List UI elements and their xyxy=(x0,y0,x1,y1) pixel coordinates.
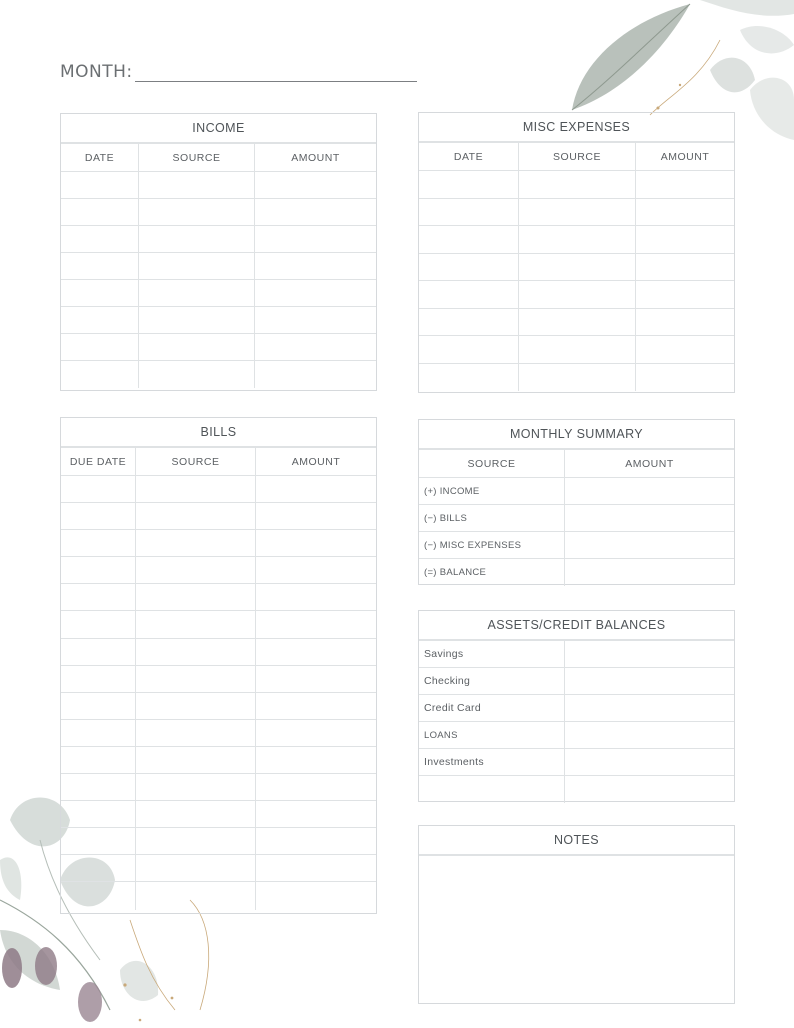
income-source-cell[interactable] xyxy=(139,172,255,198)
misc-date-cell[interactable] xyxy=(419,254,519,281)
bills-row xyxy=(61,611,376,638)
assets-label-savings: Savings xyxy=(419,641,565,667)
bills-amount-cell[interactable] xyxy=(256,747,376,773)
misc-source-cell[interactable] xyxy=(519,171,636,198)
summary-row-income xyxy=(419,478,734,505)
income-amount-cell[interactable] xyxy=(255,280,376,306)
bills-col-due-date: DUE DATE xyxy=(61,448,136,475)
misc-date-cell[interactable] xyxy=(419,309,519,336)
month-input-line[interactable] xyxy=(135,62,417,82)
misc-source-cell[interactable] xyxy=(519,309,636,336)
bills-source-cell[interactable] xyxy=(136,639,256,665)
bills-row xyxy=(61,530,376,557)
misc-amount-cell[interactable] xyxy=(636,254,734,281)
bills-row xyxy=(61,476,376,503)
income-date-cell[interactable] xyxy=(61,280,139,306)
bills-source-cell[interactable] xyxy=(136,855,256,881)
bills-due-date-cell[interactable] xyxy=(61,611,136,637)
bills-source-cell[interactable] xyxy=(136,584,256,610)
bills-source-cell[interactable] xyxy=(136,801,256,827)
income-amount-cell[interactable] xyxy=(255,226,376,252)
bills-row xyxy=(61,503,376,530)
summary-row-misc xyxy=(419,532,734,559)
misc-row xyxy=(419,226,734,254)
income-row xyxy=(61,334,376,361)
assets-label-blank[interactable] xyxy=(419,776,565,803)
bills-due-date-cell[interactable] xyxy=(61,882,136,909)
bills-due-date-cell[interactable] xyxy=(61,530,136,556)
bills-source-cell[interactable] xyxy=(136,828,256,854)
income-amount-cell[interactable] xyxy=(255,361,376,388)
misc-date-cell[interactable] xyxy=(419,364,519,392)
bills-due-date-cell[interactable] xyxy=(61,693,136,719)
misc-source-cell[interactable] xyxy=(519,364,636,392)
month-label: MONTH: xyxy=(60,62,133,82)
monthly-summary-table xyxy=(418,419,735,585)
income-title: INCOME xyxy=(61,114,376,144)
bills-amount-cell[interactable] xyxy=(256,774,376,800)
bills-source-cell[interactable] xyxy=(136,747,256,773)
assets-row-credit-card xyxy=(419,695,734,722)
misc-col-amount: AMOUNT xyxy=(660,150,710,163)
misc-source-cell[interactable] xyxy=(519,254,636,281)
bills-row xyxy=(61,639,376,666)
bills-row xyxy=(61,801,376,828)
income-row xyxy=(61,172,376,199)
bills-due-date-cell[interactable] xyxy=(61,557,136,583)
bills-due-date-cell[interactable] xyxy=(61,666,136,692)
income-source-cell[interactable] xyxy=(139,253,255,279)
misc-amount-cell[interactable] xyxy=(636,171,734,198)
bills-amount-cell[interactable] xyxy=(256,855,376,881)
income-col-date: DATE xyxy=(61,144,139,171)
misc-row xyxy=(419,309,734,337)
bills-amount-cell[interactable] xyxy=(256,530,376,556)
misc-date-cell[interactable] xyxy=(419,336,519,363)
misc-amount-cell[interactable] xyxy=(636,226,734,253)
income-source-cell[interactable] xyxy=(139,226,255,252)
assets-label-loans: LOANS xyxy=(419,722,565,748)
income-col-amount: AMOUNT xyxy=(291,151,340,164)
bills-row xyxy=(61,693,376,720)
misc-source-cell[interactable] xyxy=(519,336,636,363)
bills-source-cell[interactable] xyxy=(136,611,256,637)
assets-value-credit-card[interactable] xyxy=(565,695,734,721)
bills-amount-cell[interactable] xyxy=(256,720,376,746)
misc-date-cell[interactable] xyxy=(419,199,519,226)
bills-amount-cell[interactable] xyxy=(256,584,376,610)
bills-table xyxy=(60,417,377,914)
misc-source-cell[interactable] xyxy=(519,281,636,308)
month-header xyxy=(60,56,420,82)
summary-label-balance: (=) BALANCE xyxy=(419,559,565,586)
assets-row-savings xyxy=(419,641,734,668)
income-row xyxy=(61,361,376,388)
bills-header-row xyxy=(61,448,376,476)
assets-row-loans xyxy=(419,722,734,749)
bills-row xyxy=(61,747,376,774)
misc-row xyxy=(419,254,734,282)
bills-source-cell[interactable] xyxy=(136,557,256,583)
assets-value-blank[interactable] xyxy=(565,776,734,803)
assets-value-loans[interactable] xyxy=(565,722,734,748)
summary-amount-bills[interactable] xyxy=(565,505,734,531)
income-source-cell[interactable] xyxy=(139,199,255,225)
summary-row-balance xyxy=(419,559,734,586)
misc-source-cell[interactable] xyxy=(519,199,636,226)
bills-source-cell[interactable] xyxy=(136,503,256,529)
assets-label-checking: Checking xyxy=(419,668,565,694)
misc-expenses-table xyxy=(418,112,735,393)
bills-row xyxy=(61,557,376,584)
assets-row-blank xyxy=(419,776,734,803)
assets-label-investments: Investments xyxy=(419,749,565,775)
misc-date-cell[interactable] xyxy=(419,281,519,308)
bills-col-source: SOURCE xyxy=(136,448,256,475)
bills-due-date-cell[interactable] xyxy=(61,774,136,800)
bills-source-cell[interactable] xyxy=(136,774,256,800)
misc-row xyxy=(419,199,734,227)
misc-row xyxy=(419,281,734,309)
assets-row-checking xyxy=(419,668,734,695)
income-date-cell[interactable] xyxy=(61,226,139,252)
misc-amount-cell[interactable] xyxy=(636,281,734,308)
assets-value-savings[interactable] xyxy=(565,641,734,667)
assets-value-checking[interactable] xyxy=(565,668,734,694)
bills-source-cell[interactable] xyxy=(136,530,256,556)
income-amount-cell[interactable] xyxy=(255,307,376,333)
bills-due-date-cell[interactable] xyxy=(61,828,136,854)
summary-amount-balance[interactable] xyxy=(565,559,734,586)
assets-value-investments[interactable] xyxy=(565,749,734,775)
summary-col-amount: AMOUNT xyxy=(625,457,674,470)
income-amount-cell[interactable] xyxy=(255,253,376,279)
income-row xyxy=(61,280,376,307)
income-row xyxy=(61,226,376,253)
misc-header-row xyxy=(419,143,734,171)
misc-amount-cell[interactable] xyxy=(636,309,734,336)
summary-amount-misc[interactable] xyxy=(565,532,734,558)
assets-credit-table xyxy=(418,610,735,802)
income-row xyxy=(61,199,376,226)
summary-header-row xyxy=(419,450,734,478)
misc-date-cell[interactable] xyxy=(419,226,519,253)
bills-row xyxy=(61,828,376,855)
bills-row xyxy=(61,666,376,693)
misc-row xyxy=(419,364,734,392)
misc-expenses-title: MISC EXPENSES xyxy=(419,113,734,143)
summary-amount-income[interactable] xyxy=(565,478,734,504)
bills-due-date-cell[interactable] xyxy=(61,720,136,746)
bills-source-cell[interactable] xyxy=(136,720,256,746)
assets-label-credit-card: Credit Card xyxy=(419,695,565,721)
bills-amount-cell[interactable] xyxy=(256,611,376,637)
income-date-cell[interactable] xyxy=(61,253,139,279)
income-amount-cell[interactable] xyxy=(255,172,376,198)
income-date-cell[interactable] xyxy=(61,334,139,360)
income-amount-cell[interactable] xyxy=(255,334,376,360)
bills-row xyxy=(61,584,376,611)
summary-row-bills xyxy=(419,505,734,532)
bills-due-date-cell[interactable] xyxy=(61,584,136,610)
bills-amount-cell[interactable] xyxy=(256,557,376,583)
bills-amount-cell[interactable] xyxy=(256,666,376,692)
summary-label-misc: (−) MISC EXPENSES xyxy=(419,532,565,558)
bills-row xyxy=(61,774,376,801)
assets-title: ASSETS/CREDIT BALANCES xyxy=(419,611,734,641)
misc-row xyxy=(419,336,734,364)
misc-col-source: SOURCE xyxy=(519,143,636,170)
bills-source-cell[interactable] xyxy=(136,882,256,909)
misc-source-cell[interactable] xyxy=(519,226,636,253)
notes-box xyxy=(418,825,735,1004)
bills-source-cell[interactable] xyxy=(136,666,256,692)
bills-amount-cell[interactable] xyxy=(256,639,376,665)
income-row xyxy=(61,307,376,334)
notes-title: NOTES xyxy=(419,826,734,856)
income-header-row xyxy=(61,144,376,172)
income-amount-cell[interactable] xyxy=(255,199,376,225)
misc-amount-cell[interactable] xyxy=(636,336,734,363)
bills-row xyxy=(61,882,376,909)
bills-source-cell[interactable] xyxy=(136,693,256,719)
bills-title: BILLS xyxy=(61,418,376,448)
income-source-cell[interactable] xyxy=(139,361,255,388)
bills-amount-cell[interactable] xyxy=(256,503,376,529)
summary-col-source: SOURCE xyxy=(419,450,565,477)
income-date-cell[interactable] xyxy=(61,172,139,198)
bills-due-date-cell[interactable] xyxy=(61,476,136,502)
income-date-cell[interactable] xyxy=(61,361,139,388)
bills-amount-cell[interactable] xyxy=(256,882,376,909)
income-date-cell[interactable] xyxy=(61,307,139,333)
bills-col-amount: AMOUNT xyxy=(291,455,341,468)
misc-row xyxy=(419,171,734,199)
income-col-source: SOURCE xyxy=(139,144,255,171)
income-row xyxy=(61,253,376,280)
misc-amount-cell[interactable] xyxy=(636,364,734,392)
bills-amount-cell[interactable] xyxy=(256,801,376,827)
income-source-cell[interactable] xyxy=(139,280,255,306)
misc-amount-cell[interactable] xyxy=(636,199,734,226)
bills-due-date-cell[interactable] xyxy=(61,639,136,665)
monthly-summary-title: MONTHLY SUMMARY xyxy=(419,420,734,450)
misc-col-date: DATE xyxy=(419,143,519,170)
bills-due-date-cell[interactable] xyxy=(61,855,136,881)
assets-row-investments xyxy=(419,749,734,776)
bills-row xyxy=(61,855,376,882)
bills-due-date-cell[interactable] xyxy=(61,503,136,529)
income-table xyxy=(60,113,377,391)
income-date-cell[interactable] xyxy=(61,199,139,225)
misc-date-cell[interactable] xyxy=(419,171,519,198)
bills-row xyxy=(61,720,376,747)
bills-amount-cell[interactable] xyxy=(256,476,376,502)
summary-label-bills: (−) BILLS xyxy=(419,505,565,531)
bills-due-date-cell[interactable] xyxy=(61,801,136,827)
bills-due-date-cell[interactable] xyxy=(61,747,136,773)
bills-amount-cell[interactable] xyxy=(256,828,376,854)
summary-label-income: (+) INCOME xyxy=(419,478,565,504)
income-source-cell[interactable] xyxy=(139,334,255,360)
bills-amount-cell[interactable] xyxy=(256,693,376,719)
income-source-cell[interactable] xyxy=(139,307,255,333)
notes-area[interactable] xyxy=(419,856,734,1003)
bills-source-cell[interactable] xyxy=(136,476,256,502)
